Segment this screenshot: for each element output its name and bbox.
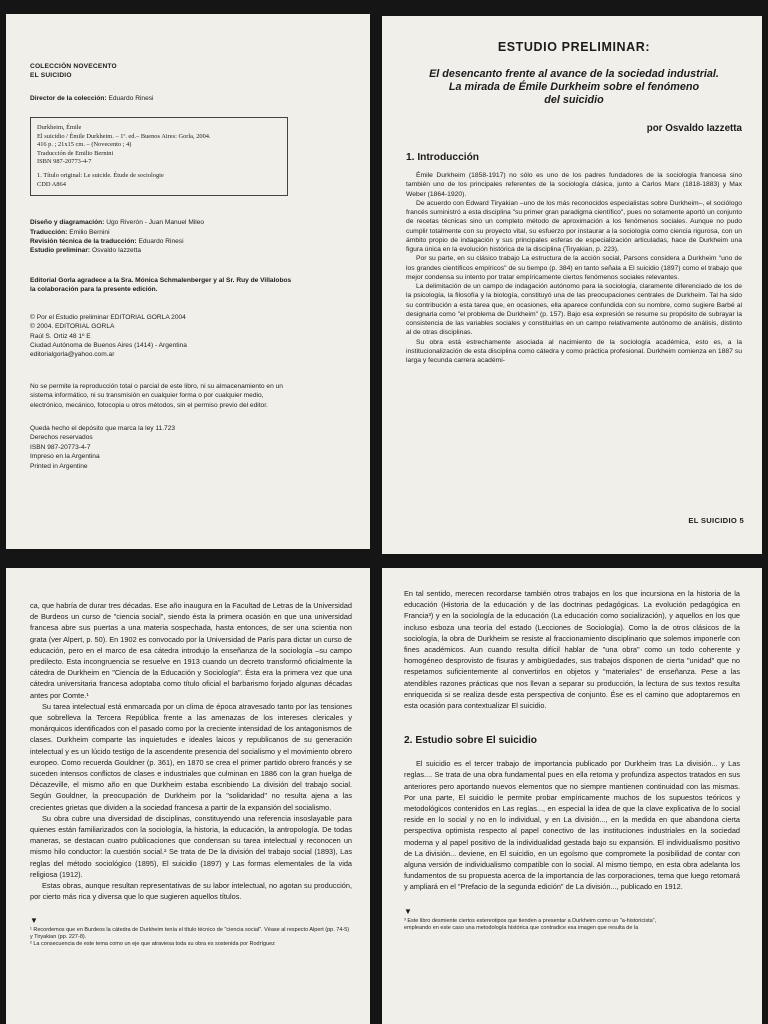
collection-name: COLECCIÓN NOVECENTO	[30, 63, 117, 70]
body-paragraph: Su obra está estrechamente asociada al nacimiento de la sociología académica, esto es, a la institucionalización de esta disciplina como cátedra y como práctica profesional. Durkheim comienza en 1887 su larga y fecunda carrera académi-	[406, 338, 742, 364]
body-paragraph: El suicidio es el tercer trabajo de importancia publicado por Durkheim tras La división... y Las reglas.... Se trata de una obra fundamental pues en ella retoma y profundiza aspectos tratados en sus anteriores pero aportando nuevos elementos que no siempre mantienen continuidad con las mismas. Por una parte, El suicidio le permite probar empíricamente muchos de los supuestos teóricos y metodológicos contenidos en Las reglas..., en especial la idea de que la clave explicativa de lo social reside en lo social y no en lo individual, y en La división..., en la medida en que abandona cierta perspectiva optimista respecto al papel conectivo de las instituciones industriales en la sociedad moderna y al papel positivo de la individualidad gestada bajo su expansión. El individualismo positivo de La división... deviene, en El suicidio, en un egoísmo que compromete la posibilidad de contar con alguna versión de individualismo compatible con lo social. Al mismo tiempo, en esta obra adelanta los fundamentos de su propuesta acerca de la importancia de las corporaciones, tema que luego retomará y ampliará en el "Prefacio de la segunda edición" de La división..., publicado en 1912.	[404, 759, 740, 892]
collection-director	[30, 94, 352, 103]
footnote: empleando en este caso una metodología histórica que contradice esa imagen que resulta de la	[404, 924, 639, 931]
credit-line: Estudio preliminar: Osvaldo Iazzetta	[30, 247, 142, 255]
acknowledgement: Editorial Gorla agradece a la Sra. Mónica Schmalenberger y al Sr. Ruy de Villalobos la colaboración para la presente edición.	[30, 276, 292, 294]
catalog-line: CDD A864	[37, 180, 66, 188]
body-paragraph: Émile Durkheim (1858-1917) no sólo es uno de los padres fundadores de la sociología francesa sino también uno de los principales referentes de la sociología clásica, junto a Carlos Marx (1818-1883) y Max Weber (1864-1920).	[406, 172, 742, 198]
study-page-5	[382, 16, 762, 554]
study-page-7	[382, 568, 762, 1024]
credit-line: Diseño y diagramación: Ugo Riverón - Juan Manuel Mileo	[30, 219, 205, 227]
catalog-line: Traducción de Emilio Bernini	[37, 149, 114, 157]
section-header: ESTUDIO PRELIMINAR:	[497, 40, 651, 54]
footnote-marker-icon: ▼	[30, 916, 38, 926]
legal-notice: No se permite la reproducción total o parcial de este libro, ni su almacenamiento en un sistema informático, ni su transmisión en cualquier forma o por cualquier medio, electrónico, mecánico, fotocopia u otros métodos, sin el permiso previo del editor.	[30, 382, 283, 409]
credits-list	[30, 218, 352, 256]
footnote-marker-icon: ▼	[404, 906, 412, 916]
body-paragraph: De acuerdo con Edward Tiryakian –uno de los más reconocidos especialistas sobre Durkheim–, el sociólogo francés suministró a esta disciplina "su primer gran paradigma científico", pues no solamente aportó un conjunto de recetas técnicas sino un completo método de aproximación a los fenómenos sociales. Aunque no pudo cumplir totalmente con su proyecto vital, su esfuerzo por instaurar a la sociología como ciencia rigurosa, con un ámbito propio de indagación y sus principales esferas de especialización articuladas, hace de Durkheim una figura única en la evolución histórica de la disciplina (Tiryakian, p. 223).	[406, 199, 742, 253]
catalog-line: ISBN 987-20773-4-7	[37, 158, 92, 166]
section-heading: 1. Introducción	[406, 152, 480, 163]
body-paragraph: Su obra cubre una diversidad de disciplinas, constituyendo una referencia insoslayable para quienes están familiarizados con la sociología, la historia, la educación, la antropología. De todas maneras, se destacan cuatro publicaciones que condensan su tarea intelectual y reconocen un mismo hilo conductor: la cuestión social.² Se trata de De la división del trabajo social (1893), Las reglas del método sociológico (1895), El suicidio (1897) y Las formas elementales de la vida religiosa (1912).	[30, 813, 352, 879]
body-paragraph: Su tarea intelectual está enmarcada por un clima de época atravesado tanto por las tensiones que sobrelleva la Tercera República frente a las amenazas de los intereses clericales y monárquicos identificados con el pasado como por la creciente intensidad de los antagonismos de clases. Durkheim comparte las inquietudes e ideales laicos y republicanos de su generación intelectual y es un lúcido testigo de la ascendente presencia del socialismo y el movimiento obrero europeo. Como recuerda Gouldner (p. 361), en 1870 se crea el primer partido obrero francés y se suceden intensos conflictos de clases e industriales que culminan en 1886 con la gran huelga de Décazeville, el mismo año en que Durkheim estaba escribiendo La división del trabajo social. Según Gouldner, la preocupación de Durkheim por la "solidaridad" no resulta ajena a las crecientes grietas que dividen a la sociedad francesa a partir de la expansión del socialismo.	[30, 701, 352, 812]
deposit-block: Queda hecho el depósito que marca la ley 11.723 Derechos reservados ISBN 987-20773-4-7 Impreso en la Argentina Printed in Argentine	[30, 424, 176, 470]
director-label: Director de la colección:	[30, 95, 107, 102]
body-paragraph: ca, que habría de durar tres décadas. Ese año inaugura en la Facultad de Letras de la Universidad de Burdeos un curso de "ciencia social", siendo ésta la primera ocasión en que una universidad francesa abre sus puertas a una materia sospechada, hasta entonces, de ser una scientia non grata (ver Alpert, p. 50). En 1902 es convocado por la Universidad de París para dictar un curso de educación, pero en el marco de esa cátedra introdujo la enseñanza de la sociología –su campo predilecto. Esta incongruencia se resuelve en 1913 cuando un decreto transformó oficialmente la cátedra de Durkheim en "Ciencia de la Educación y Sociología". Ésta era la primera vez que una cátedra universitaria francesa adoptaba como título oficial el barbarismo forjado algunas décadas antes por Comte.¹	[30, 601, 352, 700]
credit-line: Revisión técnica de la traducción: Eduardo Rinesi	[30, 238, 184, 246]
catalog-line: El suicidio / Émile Durkheim. – 1ª. ed.– Buenos Aires: Gorla, 2004.	[37, 132, 211, 140]
body-paragraph: En tal sentido, merecen recordarse también otros trabajos en los que incursiona en la historia de la educación (Historia de la educación y de las doctrinas pedagógicas. La evolución pedagógica en Francia³) y en la sociología de la educación (La educación como socialización), y aquellos en los que incluso esboza una teoría del estado (Lecciones de Sociología). Como la de otros clásicos de la sociología, la obra de Durkheim se resiste al fraccionamiento disciplinario que solemos imponerle con fines académicos. Aun cuando resulta difícil hablar de "una obra" como un todo coherente y homogéneo desprovisto de fisuras y ambigüedades, sus trabajos disponen de cierta "unidad" que no respetamos suficientemente al convertirlos en objetos y "materiales" de enseñanza. Pese a las atendibles razones prácticas que nos llevan a separar su producción, la lectura de sus textos resulta enriquecida si se realiza desde esta perspectiva de conjunto. Ése es el camino que adoptaremos en esta ocasión para contextualizar El suicidio.	[404, 589, 740, 711]
study-title-line: La mirada de Émile Durkheim sobre el fenómeno	[448, 81, 700, 93]
author-byline: por Osvaldo Iazzetta	[646, 123, 742, 134]
footnote: ¹ Recordemos que en Burdeos la cátedra de Durkheim tenía el título técnico de "ciencia social". Véase al respecto Alpert (pp. 74-5) y Tiryakian (pp. 227-8).	[30, 927, 350, 941]
footnote: ² La consecuencia de este tema como un eje que atraviesa toda su obra es sostenida por Rodríguez	[30, 941, 275, 948]
study-title-line: El desencanto frente al avance de la sociedad industrial.	[429, 68, 719, 80]
body-paragraph: Estas obras, aunque resultan representativas de su labor intelectual, no agotan su producción, por cierto más rica y diversa que lo que sugieren aquellos títulos.	[30, 881, 352, 902]
catalog-line: Durkheim, Émile	[37, 124, 82, 132]
study-page-6	[6, 568, 370, 1024]
catalog-record	[30, 117, 288, 196]
body-paragraph: La delimitación de un campo de indagación autónomo para la sociología, claramente diferenciado de los de la psicología, la filosofía y la biología, constituyó una de las preocupaciones centrales de Durkheim. Tal ha sido su contribución a esta tarea que, en ocasiones, ella aparece confundida con su nombre, como sugiere Barbé al designarla como "el problema de Durkheim" (p. 157). Bajo esa expresión se resume su propósito de subrayar la consistencia de las variables sociales y constituirlas en un campo relativamente autónomo de análisis, distinto al de otras disciplinas.	[406, 283, 742, 337]
study-title-line: del suicidio	[544, 94, 604, 106]
credit-line: Traducción: Emilio Bernini	[30, 228, 110, 236]
catalog-line: 1. Título original: Le suicide. Étude de sociologie	[37, 172, 164, 180]
catalog-line: 416 p. ; 21x15 cm. – (Novecento ; 4)	[37, 141, 132, 149]
colophon-page	[6, 14, 370, 549]
copyright-block: © Por el Estudio preliminar EDITORIAL GORLA 2004 © 2004. EDITORIAL GORLA Raúl S. Ortiz 48 1º E Ciudad Autónoma de Buenos Aires (1414) - Argentina editorialgorla@yahoo.com.ar	[30, 313, 187, 359]
running-footer: EL SUICIDIO 5	[688, 516, 744, 525]
series-title: EL SUICIDIO	[30, 72, 72, 79]
footnote: ³ Este libro desmiente ciertos estereotipos que tienden a presentar a Durkheim como un "a-historicista",	[404, 917, 657, 924]
body-paragraph: Por su parte, en su clásico trabajo La estructura de la acción social, Parsons considera a Durkheim "uno de los grandes científicos empíricos" de su tiempo (p. 384) en tanto señala a El suicidio (1897) como el trabajo que mejor condensa su intento por tratar empíricamente ciertos fenómenos sociales relevantes.	[406, 255, 742, 281]
director-name: Eduardo Rinesi	[108, 95, 154, 102]
section-heading: 2. Estudio sobre El suicidio	[404, 735, 538, 747]
